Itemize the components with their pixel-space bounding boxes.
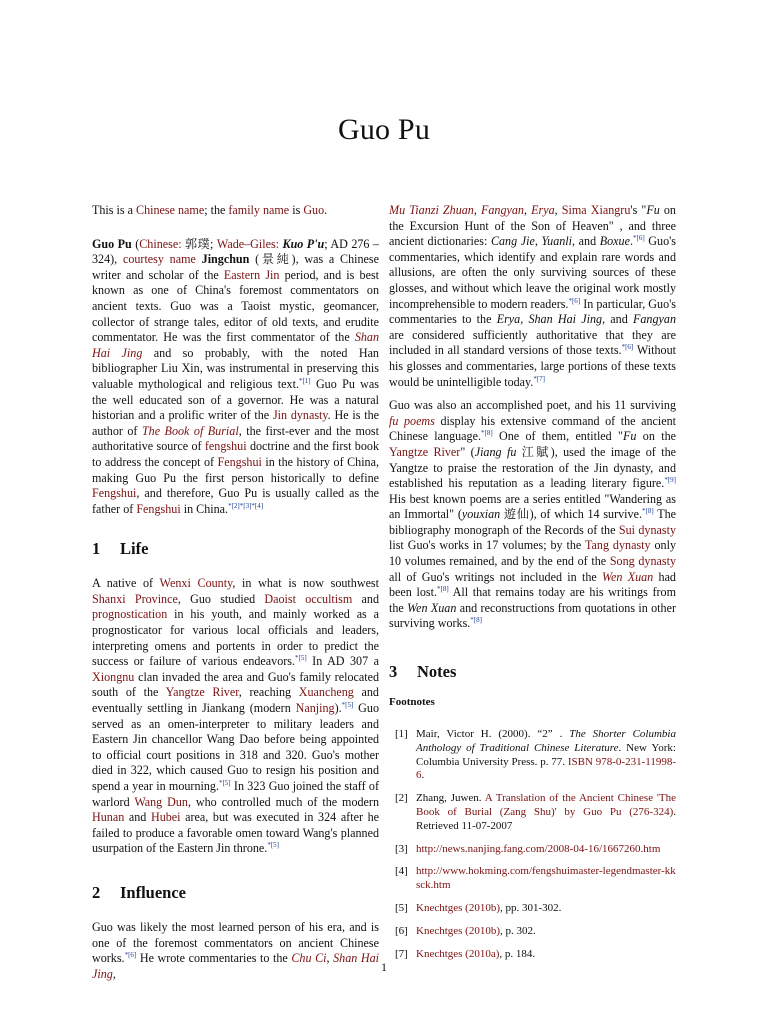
- text: (景純), was a Chinese writer and scholar of the: [92, 252, 380, 282]
- footnote-index: [5]: [395, 902, 408, 914]
- citation-8[interactable]: *[8]: [480, 429, 493, 438]
- citation-5[interactable]: *[5]: [267, 841, 279, 850]
- work-title: Shan Hai Jing: [528, 312, 603, 327]
- text: (: [131, 236, 140, 251]
- link-wenxi-county[interactable]: Wenxi County: [159, 576, 233, 591]
- footnote-item: [5] Knechtges (2010b), pp. 301-302.: [395, 902, 562, 914]
- citation-4[interactable]: *[4]: [251, 501, 264, 510]
- text: , the first-ever and the most authoritative source of: [92, 423, 379, 454]
- section-heading-life: [92, 539, 379, 559]
- footnote-index: [3]: [395, 842, 408, 855]
- citation-6[interactable]: *[6]: [124, 951, 137, 960]
- section-title: Notes: [417, 662, 457, 682]
- dictionary-title: Boxue: [599, 234, 630, 249]
- section-heading-influence: [92, 883, 379, 903]
- citation-8[interactable]: *[8]: [436, 585, 449, 594]
- link-fangyan[interactable]: Fangyan: [480, 203, 524, 217]
- link-external-url[interactable]: http://www.hokming.com/fengshuimaster-legendmaster-kksck.htm: [416, 865, 676, 892]
- section-title: Influence: [120, 882, 186, 902]
- link-daoist-occultism[interactable]: Daoist occultism: [264, 591, 353, 606]
- link-xuancheng[interactable]: Xuancheng: [298, 685, 354, 700]
- right-column: [389, 203, 676, 970]
- citation-5[interactable]: *[5]: [218, 778, 231, 787]
- citation-8[interactable]: *[8]: [470, 616, 482, 625]
- life-paragraph: A native of Wenxi County, in what is now southwest Shanxi Province, Guo studied Daoist occultism and prognostication in his youth, and mainly worked as a prognosticator for various local officials and leaders, interpreting omens and portents in order to predict the success or failure of various endeavors.$^{*[5]}$ In AD 307 a Xiongnu clan invaded the area and Guo's family relocated south of the Yangtze River, reaching Xuancheng and eventually settling in Jiankang (modern Nanjing).$^{*[5]}$ Guo served as an omen-interpreter to military leaders and Eastern Jin chancellor Wang Dao before being appointed to official court positions in 318 and 320. Guo's mother died in 322, which caused Guo to resign his position and spend a year in mourning.$^{*[5]}$ In 323 Guo joined the staff of warlord Wang Dun, who controlled much of the modern Hunan and Hubei area, but was executed in 324 after he failed to produce a favorable omen toward Wang's planned usurpation of the Eastern Jin throne.$^{*[5]}$: [92, 576, 380, 856]
- section-title: Life: [120, 539, 149, 559]
- text: 郭璞;: [181, 236, 217, 251]
- left-column: [92, 203, 379, 990]
- link-hubei[interactable]: Hubei: [150, 810, 181, 825]
- link-knechtges-2010a[interactable]: Knechtges (2010a): [416, 947, 500, 960]
- citation-6[interactable]: *[6]: [568, 296, 581, 305]
- footnote-item: [1] Mair, Victor H. (2000). “2” . The Shorter Columbia Anthology of Traditional Chinese Literature. New York: Columbia University Press. p. 77. ISBN 978-0-231-11998-6.: [395, 728, 676, 782]
- fu-title: Fu: [623, 429, 637, 444]
- footnote-item: [6] Knechtges (2010b), p. 302.: [395, 924, 536, 937]
- footnote-index: [1]: [395, 728, 408, 741]
- link-sui-dynasty[interactable]: Sui dynasty: [618, 522, 676, 537]
- influence-paragraph-continued: Mu Tianzi Zhuan, Fangyan, Erya, Sima Xiangru's "Fu on the Excursion Hunt of the Son of Heaven" , and three ancient dictionaries: Cang Jie, Yuanli, and Boxue.$^{*[6]}$ Guo's commentaries, which identify and explain rare words and allusions, are often the only surviving sources of these glosses, and without which leave the original work mostly incomprehensible to modern readers.$^{*[6]}$ In particular, Guo's commentaries to the Erya, Shan Hai Jing, and Fangyan are considered sufficiently authoritative that they are included in all standard versions of those texts.$^{*[6]}$ Without his glosses and commentaries, large portions of these texts would be unintelligible today.$^{*[7]}$: [389, 203, 677, 389]
- section-number: 2: [92, 882, 101, 902]
- link-shanxi-province[interactable]: Shanxi Province: [92, 591, 178, 606]
- link-fengshui[interactable]: Fengshui: [136, 501, 181, 516]
- link-chinese[interactable]: Chinese:: [139, 236, 182, 251]
- text: in the history of China, making Guo Pu the first person historically to define: [92, 454, 379, 485]
- citation-5[interactable]: *[5]: [341, 701, 354, 709]
- link-book-of-burial-translation[interactable]: A Translation of the Ancient Chinese 'The Book of Burial (Zang Shu)' by Guo Pu (276-324): [416, 792, 676, 819]
- link-courtesy-name[interactable]: courtesy name: [122, 252, 196, 267]
- link-fengshui[interactable]: fengshui: [204, 439, 247, 454]
- link-jin-dynasty[interactable]: Jin dynasty: [272, 408, 328, 423]
- citation-5[interactable]: *[5]: [295, 654, 307, 663]
- citation-6[interactable]: *[6]: [621, 343, 634, 352]
- link-eastern-jin[interactable]: Eastern Jin: [223, 267, 280, 282]
- hatnote: [92, 203, 379, 219]
- citation-9[interactable]: *[9]: [664, 476, 676, 485]
- link-fengshui[interactable]: Fengshui: [92, 486, 137, 501]
- subject-name: Guo Pu: [92, 236, 132, 251]
- text: . He is the author of: [92, 408, 379, 438]
- work-title: The Shorter Columbia Anthology of Traditional Chinese Literature: [416, 728, 676, 754]
- footnote-index: [6]: [395, 924, 408, 937]
- work-title: Fangyan: [633, 312, 676, 327]
- text: .: [324, 203, 328, 217]
- work-title: Wen Xuan: [407, 600, 457, 615]
- link-knechtges-2010b[interactable]: Knechtges (2010b): [416, 924, 501, 937]
- link-shan-hai-jing[interactable]: Shan Hai Jing: [92, 330, 379, 360]
- link-yangtze-river[interactable]: Yangtze River: [165, 685, 239, 700]
- link-mu-tianzi-zhuan[interactable]: Mu Tianzi Zhuan: [389, 203, 474, 217]
- poetry-paragraph: Guo was also an accomplished poet, and his 11 surviving fu poems display his extensive command of the ancient Chinese language.$^{*[8]}$ One of them, entitled "Fu on the Yangtze River" (Jiang fu 江賦), used the image of the Yangtze to praise the restoration of the Jin dynasty, and established his reputation as a leading literary figure.$^{*[9]}$ His best known poems are a series entitled "Wandering as an Immortal" (youxian 遊仙), of which 14 survive.$^{*[8]}$ The bibliography monograph of the Records of the Sui dynasty list Guo's works in 17 volumes; by the Tang dynasty only 10 volumes remained, and by the end of the Song dynasty all of Guo's writings not included in the Wen Xuan had been lost.$^{*[8]}$ All that remains today are his writings from the Wen Xuan and reconstructions from quotations in other surviving works.$^{*[8]}$: [389, 398, 676, 631]
- poem-title: youxian: [461, 507, 501, 522]
- link-fu-poems[interactable]: fu poems: [389, 413, 435, 428]
- link-prognostication[interactable]: prognostication: [92, 607, 168, 622]
- dictionary-title: Cang Jie: [490, 234, 535, 249]
- influence-paragraph-start: Guo was likely the most learned person of his era, and is one of the foremost commentators on ancient Chinese works.$^{*[6]}$ He wrote commentaries to the Chu Ci, Shan Hai Jing,: [92, 919, 379, 981]
- text: This is a: [92, 203, 137, 217]
- link-chinese-name[interactable]: Chinese name: [136, 203, 205, 217]
- link-knechtges-2010b[interactable]: Knechtges (2010b): [416, 902, 501, 914]
- text: Guo Pu was the well educated son of a governor. He was a natural historian and a prolific writer of the: [92, 376, 379, 423]
- link-hunan[interactable]: Hunan: [92, 810, 125, 825]
- link-shan-hai-jing[interactable]: Shan Hai Jing: [92, 951, 379, 981]
- citation-3[interactable]: *[3]: [239, 501, 252, 510]
- courtesy-name-value: Jingchun: [201, 252, 250, 267]
- text: ; the: [204, 203, 229, 217]
- link-wang-dun[interactable]: Wang Dun: [134, 794, 188, 809]
- section-heading-notes: [389, 662, 676, 682]
- link-erya[interactable]: Erya: [531, 203, 555, 217]
- footnote-index: [2]: [395, 792, 408, 805]
- footnotes-list: [389, 728, 676, 961]
- text: in China.: [180, 501, 229, 516]
- citation-8[interactable]: *[8]: [641, 507, 654, 516]
- footnotes-heading: Footnotes: [389, 696, 435, 709]
- link-guo[interactable]: Guo: [303, 203, 325, 217]
- page-title: Guo Pu: [337, 113, 431, 146]
- link-external-url[interactable]: http://news.nanjing.fang.com/2008-04-16/1667260.htm: [416, 842, 661, 855]
- poem-title: Jiang fu: [474, 444, 517, 459]
- lead-paragraph: [92, 237, 379, 518]
- footnote-item: [2] Zhang, Juwen. A Translation of the Ancient Chinese 'The Book of Burial (Zang Shu)' by Guo Pu (276-324). Retrieved 11-07-2007: [395, 792, 676, 832]
- link-nanjing[interactable]: Nanjing: [295, 701, 335, 716]
- work-title: Erya: [496, 312, 521, 327]
- link-wen-xuan[interactable]: Wen Xuan: [602, 569, 654, 584]
- wade-giles-value: Kuo P'u: [282, 236, 325, 251]
- section-number: 1: [92, 539, 101, 559]
- link-isbn[interactable]: ISBN 978-0-231-11998-6: [416, 755, 676, 782]
- link-yangtze-river[interactable]: Yangtze River: [389, 444, 461, 459]
- text: is: [289, 203, 304, 217]
- citation-6[interactable]: *[6]: [633, 234, 645, 243]
- citation-2[interactable]: *[2]: [228, 501, 240, 510]
- link-fengshui[interactable]: Fengshui: [217, 454, 262, 469]
- link-wade-giles[interactable]: Wade–Giles:: [216, 236, 280, 251]
- fu-title: Fu: [646, 203, 660, 217]
- footnote-item: [7] Knechtges (2010a), p. 184.: [395, 947, 536, 960]
- link-chu-ci[interactable]: Chu Ci: [291, 951, 327, 966]
- footnote-index: [7]: [395, 947, 408, 960]
- citation-7[interactable]: *[7]: [533, 374, 545, 383]
- page-number: 1: [381, 960, 387, 974]
- footnote-index: [4]: [395, 865, 408, 878]
- link-family-name[interactable]: family name: [228, 203, 290, 217]
- text: doctrine and the first book to address the concept of: [92, 439, 379, 469]
- link-sima-xiangru[interactable]: Sima Xiangru: [561, 203, 631, 217]
- footnote-item: [389, 865, 676, 893]
- text: ; AD 276 – 324),: [92, 236, 379, 267]
- section-number: 3: [389, 662, 398, 682]
- dictionary-title: Yuanli: [541, 234, 573, 249]
- citation-1[interactable]: *[1]: [298, 376, 311, 385]
- footnote-item: [389, 843, 676, 857]
- link-song-dynasty[interactable]: Song dynasty: [609, 554, 676, 569]
- link-book-of-burial[interactable]: The Book of Burial: [141, 423, 239, 438]
- link-xiongnu[interactable]: Xiongnu: [92, 669, 135, 684]
- link-tang-dynasty[interactable]: Tang dynasty: [585, 538, 651, 553]
- text: period, and is best known as one of China's foremost commentators on ancient texts. Guo was a Taoist mystic, geomancer, collector of strange tales, editor of old texts, and erudite commentator. He was the first commentator of the: [92, 267, 380, 345]
- text: and so probably, with the noted Han bibliographer Liu Xin, was instrumental in preserving this valuable mythological and religious text.: [92, 345, 379, 391]
- text: , and therefore, Guo Pu is usually called as the father of: [92, 486, 379, 516]
